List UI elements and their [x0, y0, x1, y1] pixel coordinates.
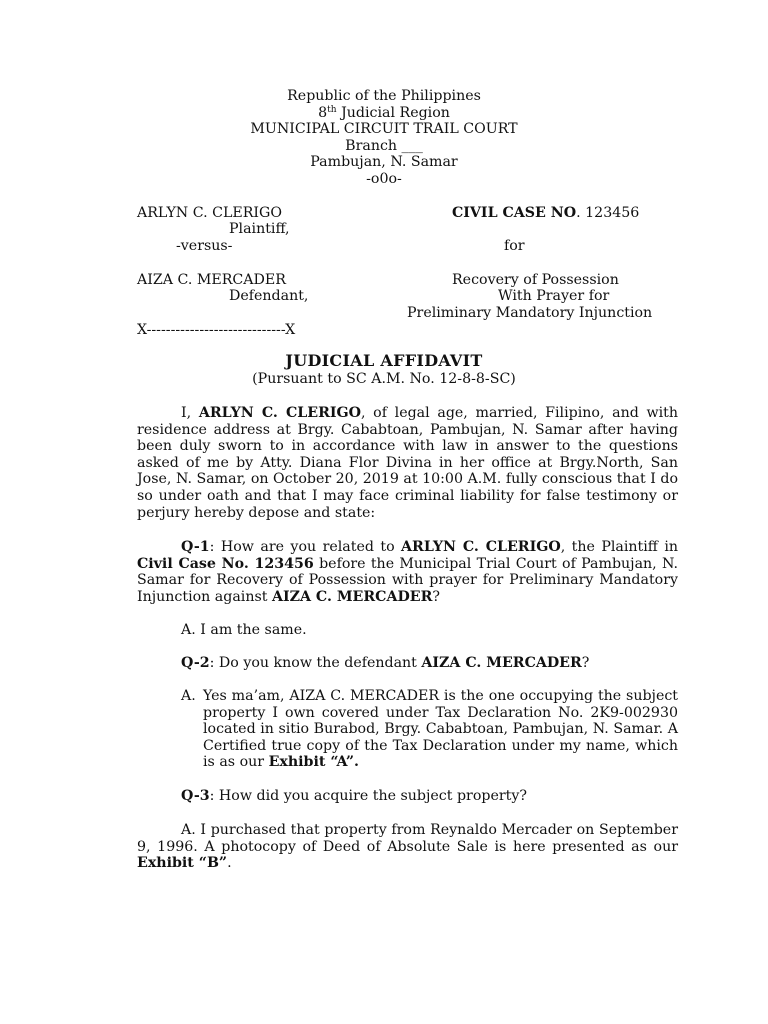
- header-region-text: Judicial Region: [336, 104, 450, 121]
- answer-2-text: Yes ma’am, AIZA C. MERCADER is the one occupying the subject property I own covered under Tax Declaration No. 2K9-002930 located in sitio Burabod, Brgy. Cababtoan, Pambujan, N. Samar. A Certified true copy of the Tax Declaration under my name, which is as our: [203, 688, 678, 771]
- header-court: MUNICIPAL CIRCUIT TRAIL COURT: [250, 121, 518, 138]
- answer-3-text: A. I purchased that property from Reynaldo Mercader on September 9, 1996. A photocopy of Deed of Absolute Sale is here presented as our: [137, 822, 678, 855]
- exhibit-b: Exhibit “B”: [137, 855, 228, 872]
- case-label: CIVIL CASE NO: [452, 205, 577, 221]
- defendant-role: Defendant,: [229, 288, 309, 304]
- plaintiff-role: Plaintiff,: [229, 221, 290, 237]
- q3-text: : How did you acquire the subject property?: [209, 788, 527, 804]
- header-republic: Republic of the Philippines: [287, 88, 481, 104]
- question-2-label: Q-2: [181, 655, 210, 671]
- q1-bold-3: AIZA C. MERCADER: [271, 588, 433, 605]
- intro-paragraph: [137, 405, 678, 521]
- answer-3-end: .: [227, 855, 232, 872]
- answer-2: [203, 688, 678, 771]
- q1-bold-1: ARLYN C. CLERIGO: [401, 539, 561, 555]
- answer-1: A. I am the same.: [181, 622, 307, 638]
- case-number: [452, 205, 639, 222]
- document-title: JUDICIAL AFFIDAVIT: [285, 351, 483, 370]
- q1-text-1: : How are you related to: [209, 539, 402, 555]
- plaintiff-name: ARLYN C. CLERIGO: [137, 205, 282, 221]
- header-region-number: 8: [318, 104, 328, 121]
- header-region-suffix: th: [327, 104, 337, 115]
- intro-rest: , of legal age, married, Filipino, and with residence address at Brgy. Cababtoan, Pambujan, N. Samar after having been duly sworn to in accordance with law in answer to the questions asked of me by Atty. Diana Flor Divina in her office at Brgy.North, San Jose, N. Samar, on October 20, 2019 at 10:00 A.M. fully conscious that I do so under oath and that I may face criminal liability for false testimony or perjury hereby depose and state:: [137, 405, 679, 521]
- nature-line-1: Recovery of Possession: [452, 272, 619, 288]
- defendant-name: AIZA C. MERCADER: [137, 272, 286, 288]
- case-number-value: . 123456: [576, 205, 640, 221]
- versus-label: -versus-: [176, 238, 233, 254]
- affiant-name: ARLYN C. CLERIGO: [198, 405, 361, 421]
- nature-line-2: With Prayer for: [498, 288, 610, 304]
- header-location: Pambujan, N. Samar: [310, 154, 458, 171]
- header-ornament: -o0o-: [366, 170, 402, 187]
- for-label: for: [504, 238, 525, 254]
- caption-separator: X-----------------------------X: [137, 322, 296, 338]
- q2-text-2: ?: [581, 655, 590, 671]
- q2-text-1: : Do you know the defendant: [209, 655, 422, 671]
- court-header: [0, 88, 768, 188]
- header-branch: Branch ___: [345, 137, 423, 154]
- q1-text-4: ?: [432, 588, 440, 605]
- q2-bold-1: AIZA C. MERCADER: [421, 655, 582, 671]
- q1-text-3: before the Municipal Trial Court of Pambujan, N. Samar for Recovery of Possession with prayer for Preliminary Mandatory Injunction against: [137, 555, 679, 605]
- intro-lead: I,: [181, 405, 199, 421]
- answer-3: [137, 822, 678, 872]
- question-1-label: Q-1: [181, 539, 210, 555]
- q1-text-2: , the Plaintiff in: [560, 539, 678, 555]
- question-3-label: Q-3: [181, 788, 210, 804]
- nature-line-3: Preliminary Mandatory Injunction: [407, 305, 653, 321]
- exhibit-a: Exhibit “A”.: [268, 754, 359, 771]
- question-2: [181, 655, 589, 672]
- header-region: [0, 105, 768, 122]
- question-3: [181, 788, 527, 805]
- question-1: [137, 539, 678, 605]
- document-subtitle: (Pursuant to SC A.M. No. 12-8-8-SC): [252, 371, 516, 387]
- answer-2-letter: A.: [181, 688, 196, 704]
- q1-bold-2: Civil Case No. 123456: [137, 555, 314, 572]
